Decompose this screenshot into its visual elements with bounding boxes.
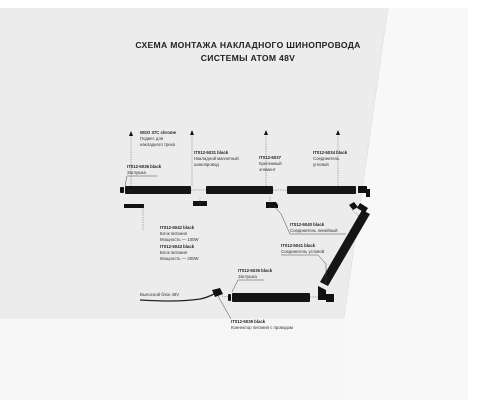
label-remote-psu — [140, 292, 179, 297]
rail-segment-bottom — [232, 293, 310, 302]
svg-text:Соединитель: Соединитель — [313, 156, 340, 161]
svg-text:Блок питания: Блок питания — [160, 250, 187, 255]
svg-text:Крепежный: Крепежный — [259, 161, 282, 166]
title-line-2: СИСТЕМЫ АТОМ 48V — [200, 53, 296, 63]
psu-unit — [124, 204, 144, 208]
svg-text:угловой: угловой — [313, 162, 329, 167]
svg-text:IT012-5034 black: IT012-5034 black — [313, 150, 348, 155]
svg-text:IT012-5036 black: IT012-5036 black — [127, 164, 162, 169]
svg-text:шинопровод: шинопровод — [194, 162, 219, 167]
end-cap-bottom — [228, 294, 231, 301]
rail-segment-right — [287, 186, 356, 194]
svg-text:IT012-5035 black: IT012-5035 black — [238, 268, 273, 273]
title-line-1: СХЕМА МОНТАЖА НАКЛАДНОГО ШИНОПРОВОДА — [135, 40, 361, 50]
svg-text:IT012-5043 black: IT012-5043 black — [160, 244, 195, 249]
svg-text:элемент: элемент — [259, 167, 276, 172]
rail-segment-middle — [206, 186, 273, 194]
svg-text:Выносной блок 48V: Выносной блок 48V — [140, 292, 180, 297]
svg-text:WSO 37C chrome: WSO 37C chrome — [140, 130, 177, 135]
rail-segment-left — [125, 186, 191, 194]
svg-text:IT012-5039 black: IT012-5039 black — [231, 319, 266, 324]
svg-text:Мощность — 200W: Мощность — 200W — [160, 256, 199, 261]
svg-text:IT012-5041 black: IT012-5041 black — [281, 243, 316, 248]
svg-text:Соединитель угловой: Соединитель угловой — [281, 249, 325, 254]
svg-text:Заглушка: Заглушка — [127, 170, 146, 175]
svg-text:Соединитель линейный: Соединитель линейный — [290, 228, 338, 233]
corner-lower-cap — [326, 294, 334, 302]
svg-text:Заглушка: Заглушка — [238, 274, 257, 279]
svg-text:Мощность — 100W: Мощность — 100W — [160, 237, 199, 242]
svg-text:накладного трека: накладного трека — [140, 142, 176, 147]
svg-text:Накладной магнитный: Накладной магнитный — [194, 156, 239, 161]
svg-text:IT012-5037: IT012-5037 — [259, 155, 281, 160]
svg-text:IT012-5040 black: IT012-5040 black — [290, 222, 325, 227]
floor-plane — [0, 318, 344, 400]
svg-text:IT012-5042 black: IT012-5042 black — [160, 225, 195, 230]
svg-text:IT012-5031 black: IT012-5031 black — [194, 150, 229, 155]
svg-text:Коннектор питания с проводом: Коннектор питания с проводом — [231, 325, 294, 330]
svg-text:Подвес для: Подвес для — [140, 136, 164, 141]
end-cap-top — [120, 187, 124, 193]
svg-text:Блок питания: Блок питания — [160, 231, 187, 236]
mount-element-part — [266, 202, 278, 208]
